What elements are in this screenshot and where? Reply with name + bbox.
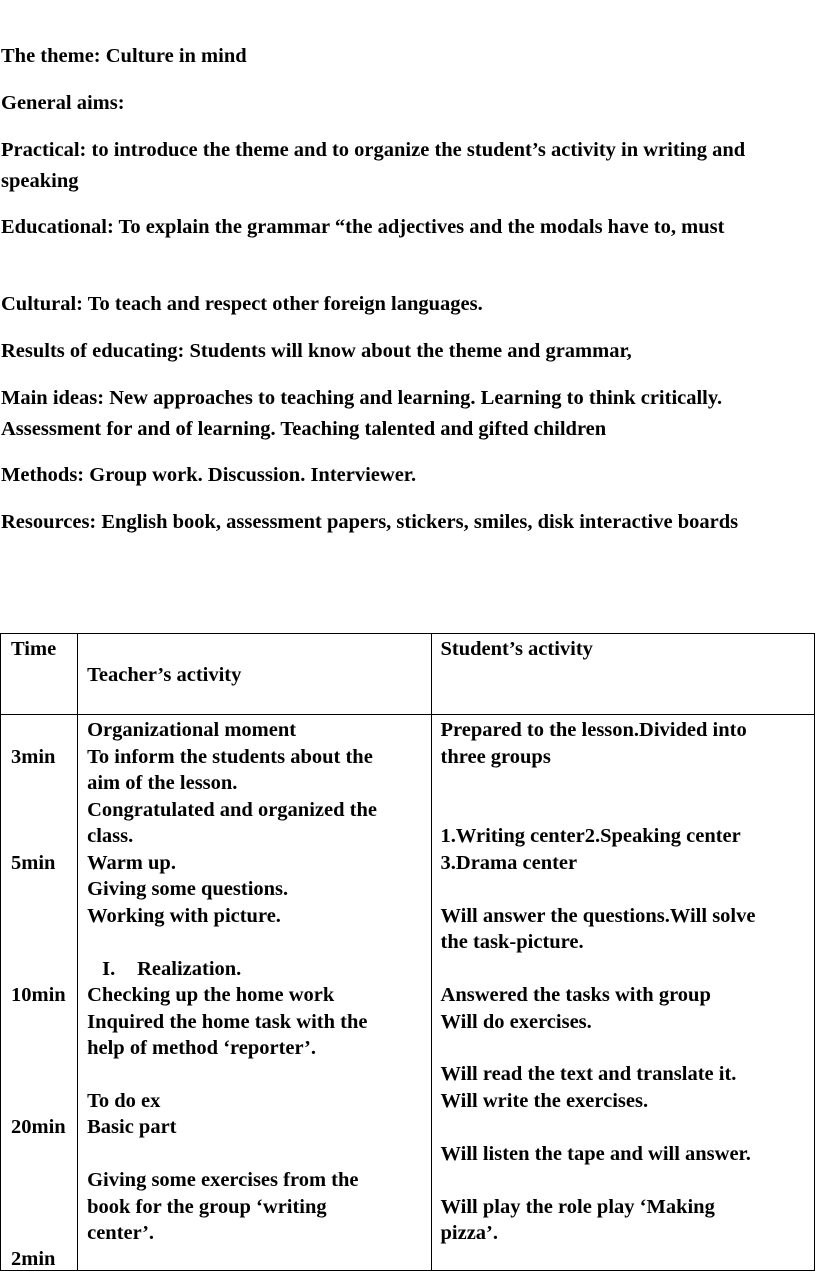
header-student-cell	[431, 634, 814, 715]
teacher-line: Checking up the home work	[87, 984, 335, 1006]
teacher-line: To do ex	[87, 1090, 161, 1112]
teacher-line: Working with picture.	[87, 905, 281, 927]
student-line: pizza’.	[440, 1222, 499, 1244]
theme-line: The theme: Culture in mind	[1, 45, 247, 67]
educational-aim: Educational: To explain the grammar “the adjectives and the modals have to, must	[1, 216, 725, 238]
student-activity-cell	[431, 715, 814, 1271]
teacher-line: Realization.	[137, 958, 242, 980]
teacher-line: center’.	[87, 1222, 155, 1244]
methods: Methods: Group work. Discussion. Interviewer.	[1, 464, 417, 486]
student-line: 3.Drama center	[440, 852, 578, 874]
teacher-line: To inform the students about the	[87, 746, 373, 768]
time-entry: 2min	[11, 1248, 56, 1270]
time-column-cell	[1, 715, 78, 1271]
student-line: Prepared to the lesson.Divided into	[440, 719, 747, 741]
teacher-line: aim of the lesson.	[87, 772, 238, 794]
main-ideas: Main ideas: New approaches to teaching and learning. Learning to think critically. Assessment for and of learning. Teaching talented and gifted children	[1, 387, 723, 440]
student-line: 1.Writing center2.Speaking center	[440, 825, 741, 847]
teacher-line: Organizational moment	[87, 719, 297, 741]
teacher-line: Inquired the home task with the	[87, 1011, 368, 1033]
general-aims-heading: General aims:	[1, 92, 125, 114]
student-line: Answered the tasks with group	[440, 984, 711, 1006]
teacher-line: Congratulated and organized the	[87, 799, 377, 821]
time-entry: 10min	[11, 984, 66, 1006]
header-time-cell	[1, 634, 78, 715]
student-line: the task-picture.	[440, 931, 584, 953]
header-teacher-cell	[78, 634, 431, 715]
table-body-row	[1, 715, 815, 1271]
teacher-activity-cell	[78, 715, 431, 1271]
cultural-aim: Cultural: To teach and respect other foreign languages.	[1, 293, 483, 315]
student-line: Will play the role play ‘Making	[440, 1196, 715, 1218]
student-line: Will write the exercises.	[440, 1090, 649, 1112]
resources: Resources: English book, assessment papers, stickers, smiles, disk interactive boards	[1, 511, 739, 533]
teacher-line: Basic part	[87, 1116, 177, 1138]
header-teacher-activity: Teacher’s activity	[87, 664, 242, 686]
teacher-line: Warm up.	[87, 852, 176, 874]
teacher-line: Giving some exercises from the	[87, 1169, 359, 1191]
header-student-activity: Student’s activity	[440, 638, 593, 660]
results-of-educating: Results of educating: Students will know about the theme and grammar,	[1, 340, 632, 362]
list-numeral: I.	[102, 958, 116, 980]
teacher-line: help of method ‘reporter’.	[87, 1037, 316, 1059]
teacher-line: Giving some questions.	[87, 878, 289, 900]
practical-aim: Practical: to introduce the theme and to organize the student’s activity in writing and speaking	[1, 139, 746, 192]
student-line: Will answer the questions.Will solve	[440, 905, 756, 927]
time-entry: 5min	[11, 852, 56, 874]
time-entry: 20min	[11, 1116, 66, 1138]
student-line: Will listen the tape and will answer.	[440, 1143, 751, 1165]
student-line: three groups	[440, 746, 551, 768]
table-header-row	[1, 634, 815, 715]
header-time: Time	[11, 638, 57, 660]
lesson-plan-table	[0, 633, 815, 1271]
student-line: Will read the text and translate it.	[440, 1063, 737, 1085]
teacher-line: book for the group ‘writing	[87, 1196, 327, 1218]
time-entry: 3min	[11, 746, 56, 768]
student-line: Will do exercises.	[440, 1011, 592, 1033]
teacher-line: class.	[87, 825, 134, 847]
